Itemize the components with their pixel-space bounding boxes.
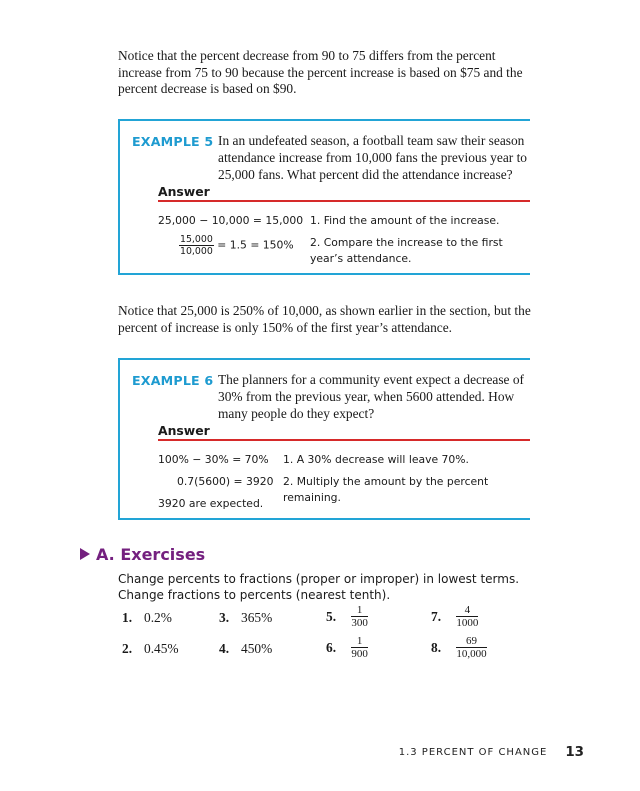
fraction-denominator: 300 [351,617,368,629]
footer-section-title: 1.3 PERCENT OF CHANGE [398,747,548,758]
answer-divider [158,200,530,202]
exercise-item [219,610,272,626]
exercise-number: 8. [431,640,442,655]
exercise-item [326,635,368,661]
page-footer [399,745,584,760]
exercise-number: 4. [219,641,230,656]
fraction-numerator: 4 [456,604,478,617]
exercise-number: 1. [122,610,133,625]
exercise-item [122,610,172,626]
example-problem: In an undefeated season, a football team saw their season attendance increase from 10,000 fans the previous year to 25,000 fans. What percent did the attendance increase? [218,133,527,182]
middle-paragraph: Notice that 25,000 is 250% of 10,000, as shown earlier in the section, but the percent of increase is only 150% of the first year’s attendance. [118,303,531,335]
fraction-denominator: 900 [351,648,368,660]
exercise-number: 3. [219,610,230,625]
fraction-numerator: 69 [456,635,486,648]
answer-label: Answer [158,423,210,438]
fraction [351,635,368,661]
fraction-numerator: 1 [351,604,368,617]
exercise-value: 365% [241,610,273,625]
triangle-arrow-icon [80,548,90,560]
fraction [456,635,486,661]
exercise-number: 7. [431,609,442,624]
section-heading [80,545,205,564]
section-heading-text: A. Exercises [96,545,206,564]
exercise-value: 0.2% [144,610,172,625]
fraction [351,604,368,630]
exercise-item [326,604,368,630]
answer-divider [158,439,530,441]
work-step: 1. Find the amount of the increase. [310,214,500,227]
work-expression [179,234,294,257]
example-label: EXAMPLE 5 [132,134,214,149]
exercise-value: 450% [241,641,273,656]
example-label: EXAMPLE 6 [132,373,214,388]
expression-rest: = 1.5 = 150% [217,238,294,252]
exercise-value: 0.45% [144,641,179,656]
example-6-box [118,358,530,520]
work-expression: 0.7(5600) = 3920 [177,475,274,488]
fraction-denominator: 10,000 [180,246,213,257]
exercise-instructions: Change percents to fractions (proper or improper) in lowest terms. Change fractions to percents (nearest tenth). [118,572,520,602]
work-step: 2. Compare the increase to the first year’s attendance. [310,236,503,265]
example-problem: The planners for a community event expect a decrease of 30% from the previous year, when 5600 attended. How many people do they expect? [218,372,524,421]
work-expression: 25,000 − 10,000 = 15,000 [158,214,304,227]
conclusion: 3920 are expected. [158,497,264,510]
work-expression: 100% − 30% = 70% [158,453,269,466]
exercise-item [431,635,487,661]
exercise-item [122,641,179,657]
page-number: 13 [565,745,584,760]
exercise-item [431,604,478,630]
work-step: 1. A 30% decrease will leave 70%. [283,453,469,466]
fraction-denominator: 1000 [456,617,479,629]
fraction-numerator: 15,000 [180,234,213,245]
answer-label: Answer [158,184,210,199]
intro-paragraph: Notice that the percent decrease from 90 to 75 differs from the percent increase from 75 to 90 because the percent increase is based on $75 and the percent decrease is based on $90. [118,48,523,96]
exercise-number: 2. [122,641,133,656]
exercise-number: 6. [326,640,337,655]
fraction [456,604,478,630]
exercise-number: 5. [326,609,337,624]
example-5-box [118,119,530,275]
work-step: 2. Multiply the amount by the percent remaining. [283,475,489,504]
fraction-denominator: 10,000 [456,648,487,660]
fraction-numerator: 1 [351,635,368,648]
exercise-item [219,641,272,657]
fraction [179,234,214,257]
